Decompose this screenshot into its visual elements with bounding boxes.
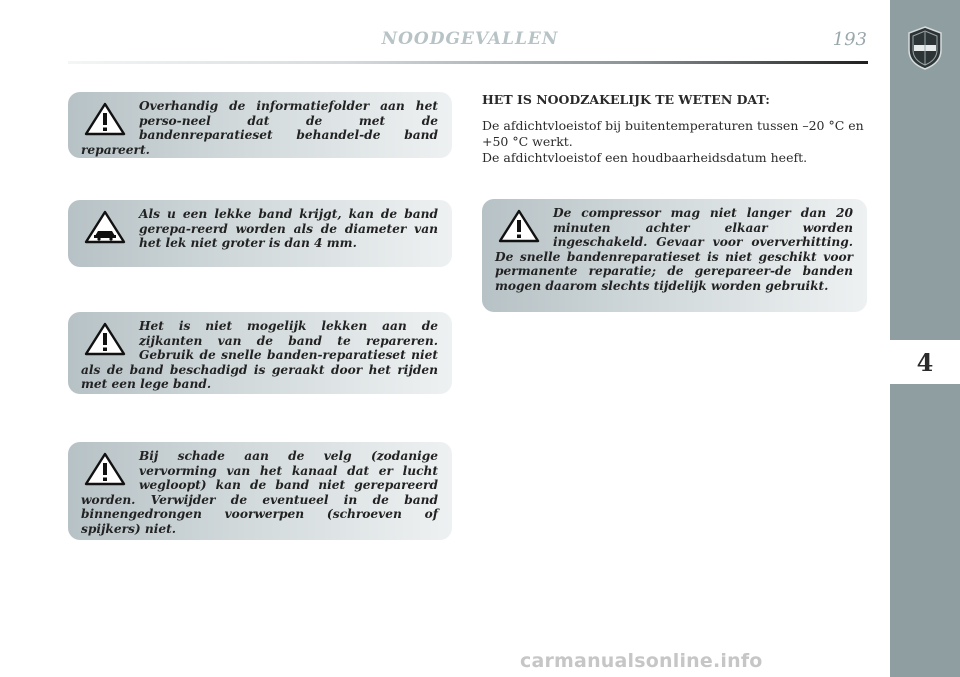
chapter-side-tab [890,0,960,677]
warning-triangle-icon [83,101,127,137]
sealant-expiry-text: De afdichtvloeistof een houdbaarheidsdatum heeft. [482,150,808,165]
warning-text: Bij schade aan de velg (zodanige vervorming van het kanaal dat er lucht wegloopt) kan de band niet gerepareerd worden. Verwijder de eventueel in de band binnengedrongen voorwerpen (schroeven of spijkers) niet. [81,449,438,536]
warning-triangle-icon [497,208,541,244]
warning-triangle-car-icon [83,209,127,245]
page-number: 193 [832,29,867,50]
lancia-logo-icon [906,26,944,70]
warning-text: Het is niet mogelijk lekken aan de zijkanten van de band te repareren. Gebruik de snelle banden-reparatieset niet als de band beschadigd is geraakt door het rijden met een lege band. [81,319,438,391]
warning-triangle-icon [83,451,127,487]
sealant-temperature-text: De afdichtvloeistof bij buitentemperaturen tussen –20 °C en +50 °C werkt. [482,118,864,149]
warning-text: Als u een lekke band krijgt, kan de band gerepa-reerd worden als de diameter van het lek niet groter is dan 4 mm. [139,207,438,250]
section-heading: HET IS NOODZAKELIJK TE WETEN DAT: [482,92,770,107]
chapter-number: 4 [890,340,960,384]
warning-text: Overhandig de informatiefolder aan het perso-neel dat de met de bandenreparatieset behandel-de band repareert. [81,99,438,157]
header-rule [68,61,868,64]
watermark: carmanualsonline.info [520,650,763,672]
warning-box-compressor [482,199,867,312]
chapter-title: NOODGEVALLEN [381,29,559,49]
warning-box-info-folder [68,92,452,158]
warning-box-sidewall [68,312,452,394]
warning-box-puncture-size [68,200,452,267]
warning-triangle-icon [83,321,127,357]
warning-box-rim-damage [68,442,452,540]
sealant-info [482,92,867,166]
warning-text: De compressor mag niet langer dan 20 minuten achter elkaar worden ingeschakeld. Gevaar voor oververhitting. De snelle bandenreparatieset is niet geschikt voor permanente reparatie; de gerepareer-de banden mogen daarom slechts tijdelijk worden gebruikt. [495,206,853,293]
